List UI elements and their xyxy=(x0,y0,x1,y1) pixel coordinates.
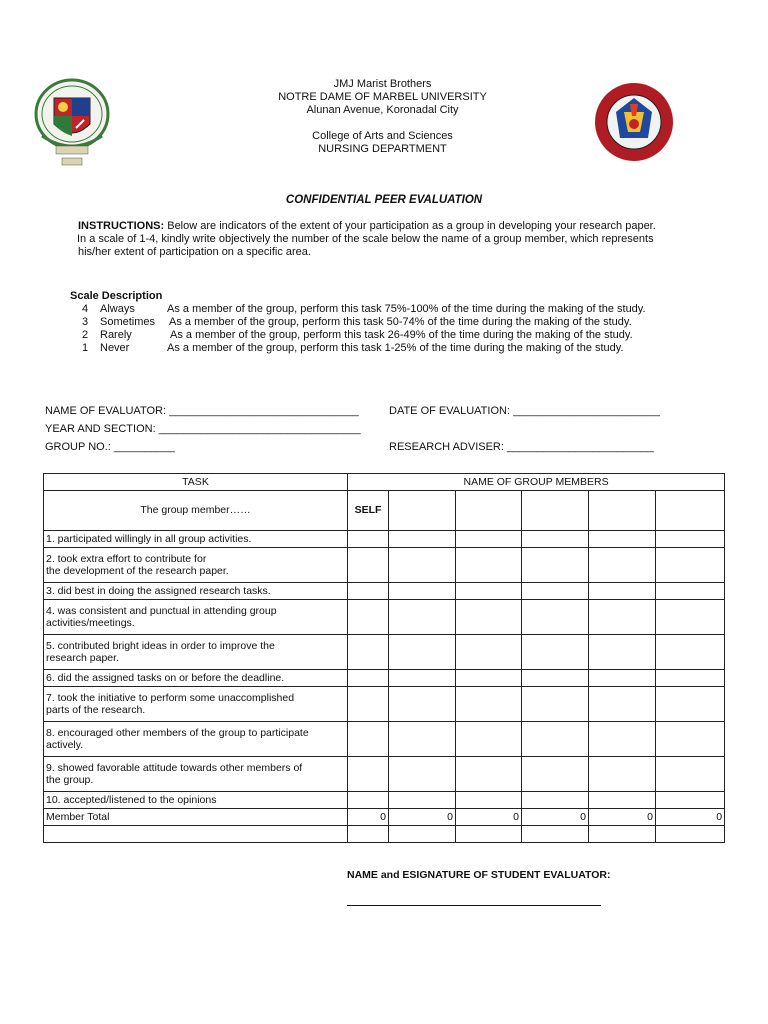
rating-cell[interactable] xyxy=(589,670,656,687)
task-row xyxy=(44,792,725,809)
peer-evaluation-table xyxy=(43,473,725,843)
rating-cell[interactable] xyxy=(348,531,389,548)
member-total-value: 0 xyxy=(522,809,589,826)
task-description: 2. took extra effort to contribute for the development of the research paper. xyxy=(44,548,348,583)
member-total-value: 0 xyxy=(589,809,656,826)
member-name-cell[interactable] xyxy=(522,491,589,531)
rating-cell[interactable] xyxy=(389,600,456,635)
rating-cell[interactable] xyxy=(456,635,522,670)
task-description: 1. participated willingly in all group activities. xyxy=(44,531,348,548)
rating-cell[interactable] xyxy=(522,548,589,583)
blank-cell xyxy=(44,826,348,843)
rating-cell[interactable] xyxy=(348,687,389,722)
instructions-text: Below are indicators of the extent of your participation as a group in developing your research paper. xyxy=(164,220,656,232)
form-title: CONFIDENTIAL PEER EVALUATION xyxy=(285,194,483,206)
instructions-text: In a scale of 1-4, kindly write objectively the number of the scale below the name of a group member, which represents xyxy=(77,233,654,245)
college-seal-logo xyxy=(594,82,674,162)
rating-cell[interactable] xyxy=(389,583,456,600)
blank-cell xyxy=(348,826,389,843)
rating-cell[interactable] xyxy=(656,583,725,600)
scale-description: As a member of the group, perform this task 26-49% of the time during the making of the study. xyxy=(170,329,633,341)
rating-cell[interactable] xyxy=(348,670,389,687)
rating-cell[interactable] xyxy=(389,687,456,722)
task-description: 7. took the initiative to perform some unaccomplished parts of the research. xyxy=(44,687,348,722)
rating-cell[interactable] xyxy=(522,722,589,757)
member-name-cell[interactable] xyxy=(589,491,656,531)
rating-cell[interactable] xyxy=(656,531,725,548)
evaluation-date-field[interactable]: DATE OF EVALUATION: ________________________ xyxy=(389,405,660,417)
task-row xyxy=(44,687,725,722)
rating-cell[interactable] xyxy=(348,722,389,757)
member-total-value: 0 xyxy=(656,809,725,826)
self-column-header: SELF xyxy=(348,491,389,531)
scale-description: As a member of the group, perform this task 1-25% of the time during the making of the study. xyxy=(167,342,624,354)
member-name-cell[interactable] xyxy=(456,491,522,531)
rating-cell[interactable] xyxy=(522,635,589,670)
rating-cell[interactable] xyxy=(589,792,656,809)
blank-cell xyxy=(656,826,725,843)
member-total-label: Member Total xyxy=(44,809,348,826)
task-description: 8. encouraged other members of the group to participate actively. xyxy=(44,722,348,757)
year-section-field[interactable]: YEAR AND SECTION: _________________________________ xyxy=(45,423,361,435)
scale-word: Sometimes xyxy=(100,316,156,328)
members-column-header: NAME OF GROUP MEMBERS xyxy=(348,474,725,491)
rating-cell[interactable] xyxy=(389,635,456,670)
task-description: 4. was consistent and punctual in attending group activities/meetings. xyxy=(44,600,348,635)
scale-number: 2 xyxy=(82,329,89,341)
header-line: JMJ Marist Brothers xyxy=(333,78,432,90)
instructions xyxy=(78,220,718,259)
rating-cell[interactable] xyxy=(456,670,522,687)
task-row xyxy=(44,757,725,792)
rating-cell[interactable] xyxy=(589,757,656,792)
rating-cell[interactable] xyxy=(348,792,389,809)
rating-cell[interactable] xyxy=(348,548,389,583)
rating-cell[interactable] xyxy=(656,670,725,687)
rating-cell[interactable] xyxy=(522,687,589,722)
rating-cell[interactable] xyxy=(389,531,456,548)
task-row xyxy=(44,600,725,635)
blank-cell xyxy=(456,826,522,843)
task-description: 6. did the assigned tasks on or before the deadline. xyxy=(44,670,348,687)
rating-cell[interactable] xyxy=(522,583,589,600)
rating-cell[interactable] xyxy=(656,600,725,635)
header-line: NURSING DEPARTMENT xyxy=(318,143,447,155)
signature-label: NAME and ESIGNATURE OF STUDENT EVALUATOR: xyxy=(347,869,611,881)
scale-word: Always xyxy=(100,303,135,315)
rating-cell[interactable] xyxy=(348,635,389,670)
header-line: Alunan Avenue, Koronadal City xyxy=(306,104,459,116)
scale-description: As a member of the group, perform this task 50-74% of the time during the making of the study. xyxy=(169,316,632,328)
task-row xyxy=(44,635,725,670)
signature-line[interactable] xyxy=(347,893,601,906)
rating-cell[interactable] xyxy=(456,722,522,757)
rating-cell[interactable] xyxy=(589,635,656,670)
rating-cell[interactable] xyxy=(522,757,589,792)
rating-cell[interactable] xyxy=(389,792,456,809)
rating-cell[interactable] xyxy=(656,722,725,757)
scale-description: As a member of the group, perform this task 75%-100% of the time during the making of the study. xyxy=(167,303,646,315)
scale-number: 3 xyxy=(82,316,89,328)
rating-cell[interactable] xyxy=(348,600,389,635)
rating-cell[interactable] xyxy=(656,635,725,670)
evaluator-name-field[interactable]: NAME OF EVALUATOR: _______________________________ xyxy=(45,405,359,417)
header-line: NOTRE DAME OF MARBEL UNIVERSITY xyxy=(278,91,487,103)
scale-word: Never xyxy=(100,342,130,354)
rating-cell[interactable] xyxy=(456,531,522,548)
rating-cell[interactable] xyxy=(522,670,589,687)
rating-cell[interactable] xyxy=(522,600,589,635)
task-description: 10. accepted/listened to the opinions xyxy=(44,792,348,809)
rating-cell[interactable] xyxy=(656,792,725,809)
rating-cell[interactable] xyxy=(389,548,456,583)
rating-cell[interactable] xyxy=(589,583,656,600)
instructions-text: his/her extent of participation on a specific area. xyxy=(78,246,311,258)
rating-cell[interactable] xyxy=(656,548,725,583)
rating-cell[interactable] xyxy=(589,531,656,548)
task-row xyxy=(44,722,725,757)
school-header xyxy=(230,78,535,156)
rating-cell[interactable] xyxy=(522,531,589,548)
blank-cell xyxy=(589,826,656,843)
blank-cell xyxy=(389,826,456,843)
group-member-subheader: The group member…… xyxy=(44,491,348,531)
member-name-cell[interactable] xyxy=(389,491,456,531)
rating-cell[interactable] xyxy=(456,600,522,635)
task-row xyxy=(44,548,725,583)
scale-word: Rarely xyxy=(100,329,132,341)
rating-cell[interactable] xyxy=(456,757,522,792)
rating-cell[interactable] xyxy=(589,600,656,635)
rating-cell[interactable] xyxy=(348,757,389,792)
rating-cell[interactable] xyxy=(589,548,656,583)
member-total-value: 0 xyxy=(456,809,522,826)
member-total-value: 0 xyxy=(389,809,456,826)
rating-cell[interactable] xyxy=(656,687,725,722)
group-number-field[interactable]: GROUP NO.: __________ xyxy=(45,441,176,453)
university-seal-logo xyxy=(32,76,112,168)
task-row xyxy=(44,583,725,600)
rating-cell[interactable] xyxy=(348,583,389,600)
task-description: 5. contributed bright ideas in order to improve the research paper. xyxy=(44,635,348,670)
task-description: 9. showed favorable attitude towards other members of the group. xyxy=(44,757,348,792)
header-line: College of Arts and Sciences xyxy=(312,130,453,142)
rating-cell[interactable] xyxy=(589,722,656,757)
rating-cell[interactable] xyxy=(456,548,522,583)
rating-cell[interactable] xyxy=(456,583,522,600)
rating-cell[interactable] xyxy=(522,792,589,809)
instructions-label: INSTRUCTIONS: xyxy=(78,220,165,232)
task-row xyxy=(44,531,725,548)
research-adviser-field[interactable]: RESEARCH ADVISER: ________________________ xyxy=(389,441,654,453)
scale-number: 4 xyxy=(82,303,89,315)
task-description: 3. did best in doing the assigned research tasks. xyxy=(44,583,348,600)
rating-cell[interactable] xyxy=(456,687,522,722)
task-row xyxy=(44,670,725,687)
rating-cell[interactable] xyxy=(389,722,456,757)
member-name-cell[interactable] xyxy=(656,491,725,531)
scale-header: Scale Description xyxy=(70,290,163,302)
rating-cell[interactable] xyxy=(589,687,656,722)
blank-cell xyxy=(522,826,589,843)
rating-cell[interactable] xyxy=(656,757,725,792)
scale-number: 1 xyxy=(82,342,89,354)
rating-cell[interactable] xyxy=(389,670,456,687)
rating-cell[interactable] xyxy=(456,792,522,809)
task-column-header: TASK xyxy=(44,474,348,491)
member-total-value: 0 xyxy=(348,809,389,826)
rating-cell[interactable] xyxy=(389,757,456,792)
